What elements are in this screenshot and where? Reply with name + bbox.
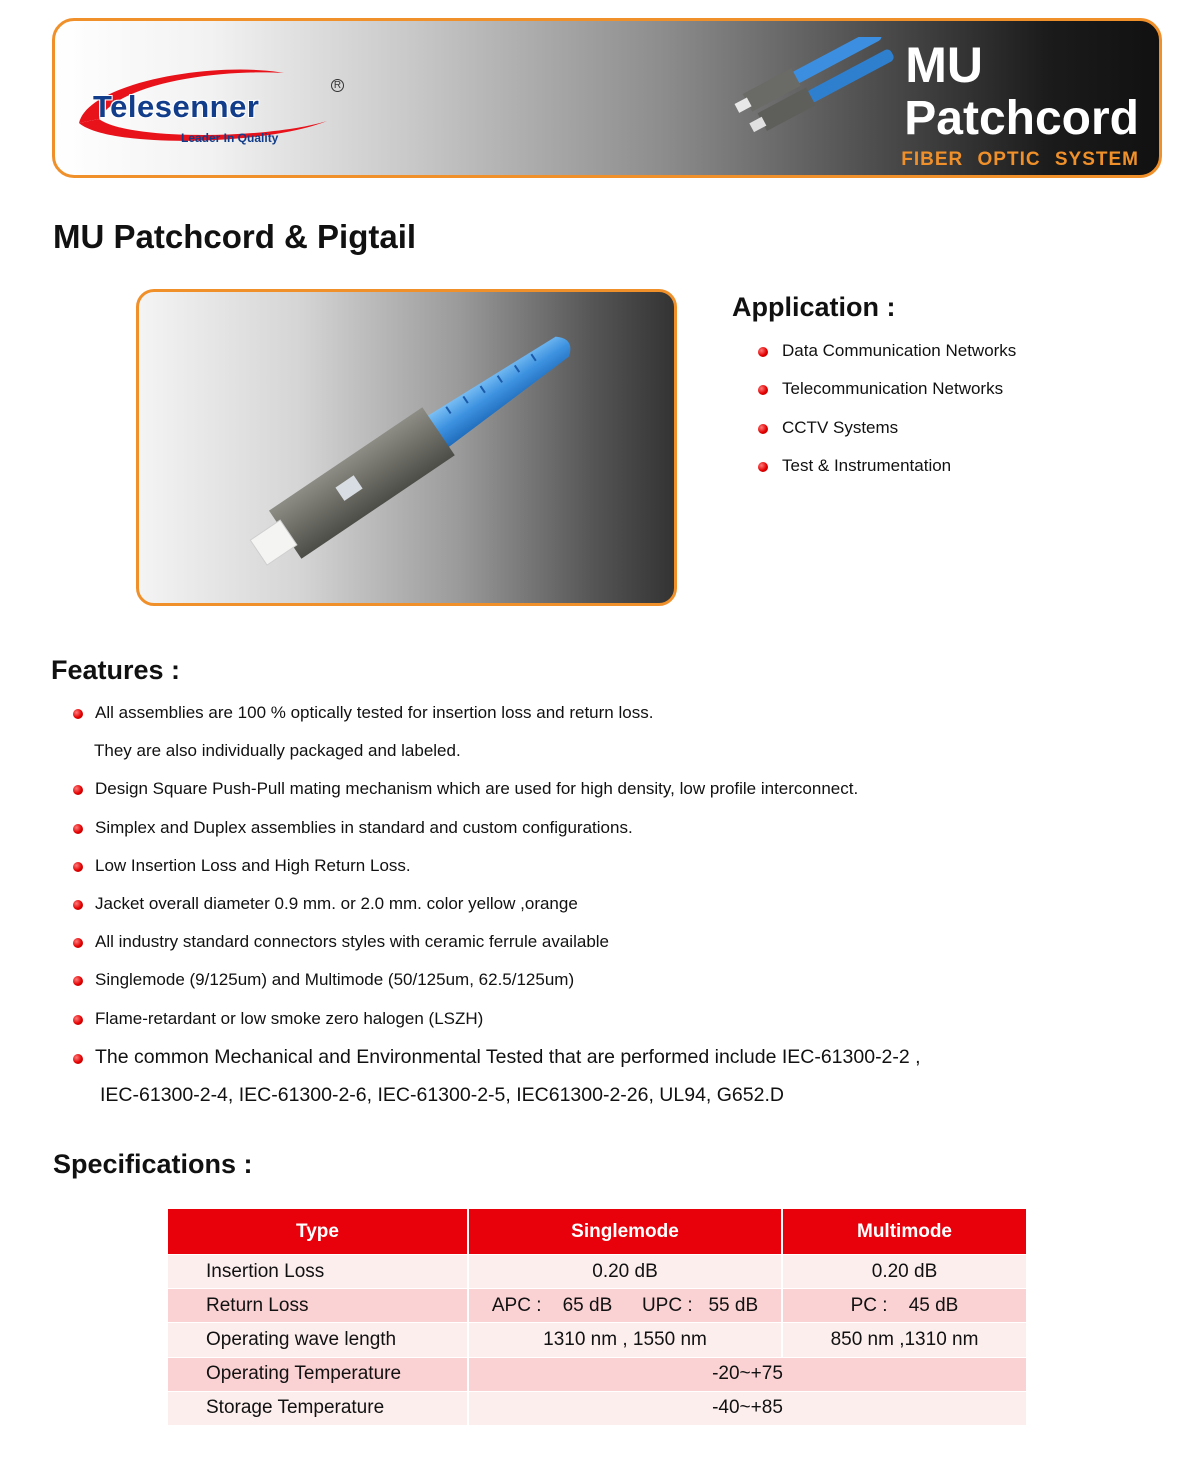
list-item: Telecommunication Networks: [758, 376, 1016, 414]
table-cell: -40~+85: [469, 1391, 1026, 1425]
upc-value: UPC : 55 dB: [641, 1294, 759, 1316]
features-list: [73, 700, 1073, 1120]
list-item: Flame-retardant or low smoke zero halogen (LSZH): [73, 1006, 1073, 1044]
row-label: Return Loss: [168, 1288, 469, 1322]
list-item: Singlemode (9/125um) and Multimode (50/125um, 62.5/125um): [73, 967, 1073, 1005]
banner-subtitle: FIBER OPTIC SYSTEM: [901, 149, 1139, 170]
brand-name: Telesenner: [93, 89, 260, 124]
row-label: Operating Temperature: [168, 1357, 469, 1391]
table-cell: 1310 nm , 1550 nm: [469, 1322, 783, 1356]
bullet-icon: [73, 862, 83, 872]
registered-mark: R: [331, 79, 344, 92]
bullet-icon: [73, 785, 83, 795]
application-heading: Application :: [732, 292, 896, 322]
bullet-icon: [758, 462, 768, 472]
features-heading: Features :: [51, 655, 181, 685]
list-item: Design Square Push-Pull mating mechanism which are used for high density, low profile interconnect.: [73, 776, 1073, 814]
list-item: Simplex and Duplex assemblies in standard and custom configurations.: [73, 815, 1073, 853]
list-item: Test & Instrumentation: [758, 453, 1016, 491]
table-cell: PC : 45 dB: [783, 1288, 1026, 1322]
column-header-multimode: Multimode: [783, 1209, 1026, 1254]
list-item: Low Insertion Loss and High Return Loss.: [73, 853, 1073, 891]
table-row: [168, 1391, 1026, 1425]
list-item: All industry standard connectors styles with ceramic ferrule available: [73, 929, 1073, 967]
table-cell: 0.20 dB: [469, 1254, 783, 1288]
row-label: Operating wave length: [168, 1322, 469, 1356]
row-label: Storage Temperature: [168, 1391, 469, 1425]
list-item: All assemblies are 100 % optically tested for insertion loss and return loss.: [73, 700, 1073, 738]
table-cell: -20~+75: [469, 1357, 1026, 1391]
table-row: [168, 1322, 1026, 1356]
list-item-continuation: IEC-61300-2-4, IEC-61300-2-6, IEC-61300-2-5, IEC61300-2-26, UL94, G652.D: [100, 1083, 784, 1106]
bullet-icon: [758, 347, 768, 357]
duplex-connector-icon: [715, 37, 915, 167]
brand-logo: [69, 61, 369, 151]
application-list: [758, 338, 1016, 491]
specifications-heading: Specifications :: [53, 1149, 253, 1179]
list-item-continuation: They are also individually packaged and labeled.: [94, 741, 461, 761]
mu-connector-icon: [139, 292, 677, 606]
header-banner: [52, 18, 1162, 178]
list-item: The common Mechanical and Environmental Tested that are performed include IEC-61300-2-2 ,: [73, 1044, 1073, 1082]
bullet-icon: [73, 976, 83, 986]
bullet-icon: [73, 938, 83, 948]
column-header-type: Type: [168, 1209, 469, 1254]
apc-value: APC : 65 dB: [491, 1294, 613, 1316]
bullet-icon: [73, 1054, 83, 1064]
bullet-icon: [73, 1015, 83, 1025]
bullet-icon: [73, 709, 83, 719]
list-item: Jacket overall diameter 0.9 mm. or 2.0 mm. color yellow ,orange: [73, 891, 1073, 929]
table-row: [168, 1357, 1026, 1391]
column-header-singlemode: Singlemode: [469, 1209, 783, 1254]
banner-title-mu: MU: [905, 37, 983, 93]
table-row: [168, 1288, 1026, 1322]
bullet-icon: [758, 424, 768, 434]
bullet-icon: [73, 900, 83, 910]
list-item: Data Communication Networks: [758, 338, 1016, 376]
specifications-table: [168, 1209, 1026, 1425]
bullet-icon: [758, 385, 768, 395]
table-cell: [469, 1288, 783, 1322]
banner-title-patchcord: Patchcord: [904, 92, 1139, 145]
table-cell: 0.20 dB: [783, 1254, 1026, 1288]
table-cell: 850 nm ,1310 nm: [783, 1322, 1026, 1356]
list-item: CCTV Systems: [758, 415, 1016, 453]
brand-slogan: Leader In Quality: [181, 131, 279, 145]
page-title: MU Patchcord & Pigtail: [53, 218, 417, 255]
product-photo: [136, 289, 677, 606]
row-label: Insertion Loss: [168, 1254, 469, 1288]
table-header-row: [168, 1209, 1026, 1254]
bullet-icon: [73, 824, 83, 834]
table-row: [168, 1254, 1026, 1288]
